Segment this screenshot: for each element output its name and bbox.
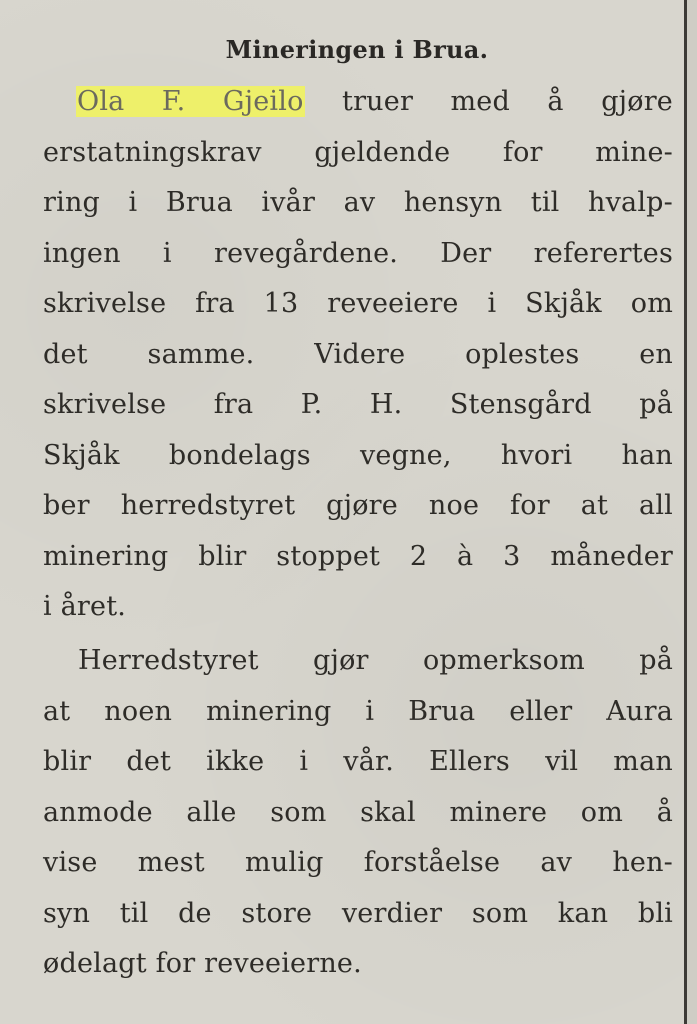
article-headline: Mineringen i Brua. — [225, 35, 489, 64]
article-line-12: Herredstyret gjør opmerksom på — [78, 645, 673, 676]
article-line-10: minering blir stoppet 2 à 3 måneder — [43, 541, 673, 572]
article-line-6: det samme. Videre oplestes en — [43, 339, 673, 370]
article-line-18: ødelagt for reveeierne. — [43, 948, 362, 979]
article-line-2: erstatningskrav gjeldende for mine- — [43, 137, 673, 168]
article-line-16: vise mest mulig forståelse av hen- — [43, 847, 673, 878]
article-line-9: ber herredstyret gjøre noe for at all — [43, 490, 673, 521]
article-line-17: syn til de store verdier som kan bli — [43, 898, 673, 929]
article-line-11: i året. — [43, 591, 127, 622]
article-line-15: anmode alle som skal minere om å — [43, 797, 673, 828]
article-line-14: blir det ikke i vår. Ellers vil man — [43, 746, 673, 777]
article-line-4: ingen i revegårdene. Der referertes — [43, 238, 673, 269]
right-margin — [687, 0, 697, 1024]
article-line-3: ring i Brua ivår av hensyn til hvalp- — [43, 187, 673, 218]
article-line-1 — [76, 77, 673, 127]
article-line-13: at noen minering i Brua eller Aura — [43, 696, 673, 727]
highlighted-name: Ola F. Gjeilo — [77, 86, 304, 117]
article-line-5: skrivelse fra 13 reveeiere i Skjåk om — [43, 288, 673, 319]
article-line-8: Skjåk bondelags vegne, hvori han — [43, 440, 673, 471]
article-line-7: skrivelse fra P. H. Stensgård på — [43, 389, 673, 420]
article-line-1-text: truer med å gjøre — [342, 86, 673, 117]
